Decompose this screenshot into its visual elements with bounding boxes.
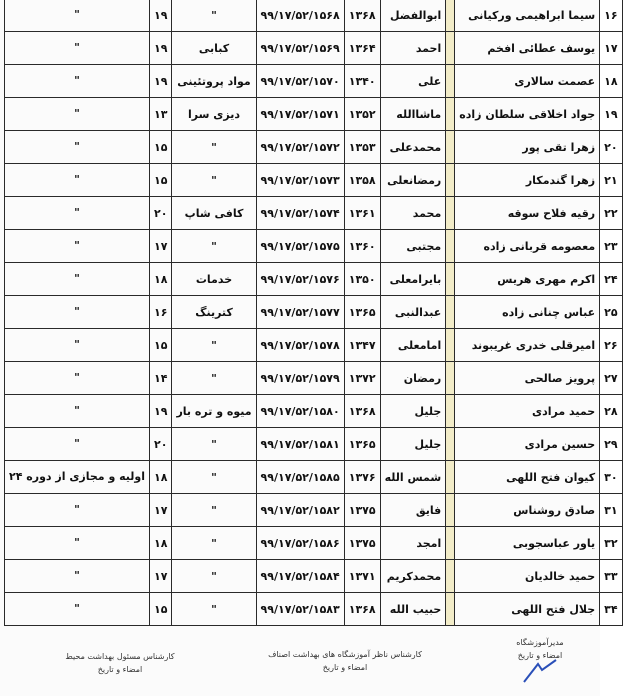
remark-cell: " [5, 395, 150, 428]
birth-year-cell: ۱۳۶۱ [344, 197, 380, 230]
course-number-cell: ۱۷ [150, 230, 172, 263]
course-number-cell: ۲۰ [150, 428, 172, 461]
course-number-cell: ۱۷ [150, 560, 172, 593]
birth-year-cell: ۱۳۷۵ [344, 527, 380, 560]
full-name-cell: جلال فتح اللهی [455, 593, 600, 626]
remark-cell: " [5, 98, 150, 131]
course-number-cell: ۱۹ [150, 65, 172, 98]
full-name-cell: پرویز صالحی [455, 362, 600, 395]
row-number-cell: ۱۸ [600, 65, 622, 98]
father-name-cell: ابوالفضل [380, 0, 446, 32]
course-number-cell: ۱۵ [150, 164, 172, 197]
occupation-cell: " [172, 362, 256, 395]
full-name-cell: رقیه فلاح سوقه [455, 197, 600, 230]
certificate-code-cell: ۹۹/۱۷/۵۲/۱۵۶۸ [256, 0, 344, 32]
highlighted-gap-cell [446, 263, 455, 296]
father-name-cell: جلیل [380, 428, 446, 461]
certificate-code-cell: ۹۹/۱۷/۵۲/۱۵۸۵ [256, 461, 344, 494]
row-number-cell: ۳۱ [600, 494, 622, 527]
certificate-code-cell: ۹۹/۱۷/۵۲/۱۵۸۴ [256, 560, 344, 593]
course-number-cell: ۱۸ [150, 527, 172, 560]
occupation-cell: " [172, 560, 256, 593]
highlighted-gap-cell [446, 329, 455, 362]
table-row [5, 197, 623, 230]
occupation-cell: " [172, 593, 256, 626]
row-number-cell: ۲۷ [600, 362, 622, 395]
full-name-cell: سیما ابراهیمی ورکیانی [455, 0, 600, 32]
birth-year-cell: ۱۳۶۵ [344, 296, 380, 329]
footer-right-sign: امضاء و تاریخ [517, 651, 563, 660]
birth-year-cell: ۱۳۶۰ [344, 230, 380, 263]
course-number-cell: ۱۶ [150, 296, 172, 329]
father-name-cell: شمس الله [380, 461, 446, 494]
occupation-cell: " [172, 0, 256, 32]
table-row [5, 461, 623, 494]
row-number-cell: ۱۶ [600, 0, 622, 32]
row-number-cell: ۱۷ [600, 32, 622, 65]
row-number-cell: ۲۳ [600, 230, 622, 263]
course-number-cell: ۱۳ [150, 98, 172, 131]
row-number-cell: ۳۴ [600, 593, 622, 626]
remark-cell: " [5, 263, 150, 296]
remark-cell: " [5, 560, 150, 593]
highlighted-gap-cell [446, 593, 455, 626]
row-number-cell: ۲۸ [600, 395, 622, 428]
birth-year-cell: ۱۳۵۸ [344, 164, 380, 197]
birth-year-cell: ۱۳۶۸ [344, 593, 380, 626]
highlighted-gap-cell [446, 527, 455, 560]
full-name-cell: زهرا تقی پور [455, 131, 600, 164]
certificate-code-cell: ۹۹/۱۷/۵۲/۱۵۶۹ [256, 32, 344, 65]
certificate-code-cell: ۹۹/۱۷/۵۲/۱۵۸۲ [256, 494, 344, 527]
father-name-cell: فایق [380, 494, 446, 527]
row-number-cell: ۳۲ [600, 527, 622, 560]
remark-cell: " [5, 197, 150, 230]
occupation-cell: " [172, 428, 256, 461]
table-row [5, 296, 623, 329]
highlighted-gap-cell [446, 164, 455, 197]
occupation-cell: " [172, 461, 256, 494]
certificate-code-cell: ۹۹/۱۷/۵۲/۱۵۷۹ [256, 362, 344, 395]
row-number-cell: ۲۲ [600, 197, 622, 230]
highlighted-gap-cell [446, 98, 455, 131]
row-number-cell: ۳۰ [600, 461, 622, 494]
table-row [5, 362, 623, 395]
birth-year-cell: ۱۳۵۲ [344, 98, 380, 131]
highlighted-gap-cell [446, 428, 455, 461]
remark-cell: " [5, 593, 150, 626]
remark-cell: " [5, 428, 150, 461]
stamp-stroke [524, 660, 556, 682]
full-name-cell: معصومه قربانی زاده [455, 230, 600, 263]
remark-cell: " [5, 230, 150, 263]
table-row [5, 527, 623, 560]
occupation-cell: " [172, 131, 256, 164]
occupation-cell: " [172, 164, 256, 197]
father-name-cell: علی [380, 65, 446, 98]
table-row [5, 263, 623, 296]
occupation-cell: مواد پروتئینی [172, 65, 256, 98]
highlighted-gap-cell [446, 230, 455, 263]
remark-cell: " [5, 494, 150, 527]
remark-cell: اولیه و مجازی از دوره ۲۴ [5, 461, 150, 494]
occupation-cell: کبابی [172, 32, 256, 65]
full-name-cell: امیرقلی خدری غریبوند [455, 329, 600, 362]
certificate-code-cell: ۹۹/۱۷/۵۲/۱۵۷۸ [256, 329, 344, 362]
footer-supervisor-signature [230, 648, 460, 674]
highlighted-gap-cell [446, 461, 455, 494]
course-number-cell: ۱۵ [150, 329, 172, 362]
remark-cell: " [5, 362, 150, 395]
certificate-code-cell: ۹۹/۱۷/۵۲/۱۵۸۰ [256, 395, 344, 428]
course-number-cell: ۱۹ [150, 32, 172, 65]
father-name-cell: رمضانعلی [380, 164, 446, 197]
row-number-cell: ۲۴ [600, 263, 622, 296]
highlighted-gap-cell [446, 494, 455, 527]
course-number-cell: ۱۸ [150, 263, 172, 296]
highlighted-gap-cell [446, 65, 455, 98]
birth-year-cell: ۱۳۷۵ [344, 494, 380, 527]
occupation-cell: " [172, 230, 256, 263]
birth-year-cell: ۱۳۴۰ [344, 65, 380, 98]
certificate-code-cell: ۹۹/۱۷/۵۲/۱۵۸۶ [256, 527, 344, 560]
certificate-code-cell: ۹۹/۱۷/۵۲/۱۵۷۶ [256, 263, 344, 296]
highlighted-gap-cell [446, 131, 455, 164]
trainee-roster-table [4, 0, 623, 626]
occupation-cell: " [172, 527, 256, 560]
table-row [5, 428, 623, 461]
occupation-cell: دیزی سرا [172, 98, 256, 131]
roster-body [5, 0, 623, 626]
highlighted-gap-cell [446, 560, 455, 593]
certificate-code-cell: ۹۹/۱۷/۵۲/۱۵۸۱ [256, 428, 344, 461]
birth-year-cell: ۱۳۷۲ [344, 362, 380, 395]
table-row [5, 98, 623, 131]
highlighted-gap-cell [446, 362, 455, 395]
occupation-cell: خدمات [172, 263, 256, 296]
footer-mid-title: کارشناس ناظر آموزشگاه های بهداشت اصناف [268, 650, 422, 659]
father-name-cell: حبیب الله [380, 593, 446, 626]
row-number-cell: ۲۱ [600, 164, 622, 197]
table-row [5, 0, 623, 32]
table-row [5, 164, 623, 197]
highlighted-gap-cell [446, 32, 455, 65]
birth-year-cell: ۱۳۵۳ [344, 131, 380, 164]
footer-right-title: مدیرآموزشگاه [516, 638, 564, 647]
father-name-cell: محمدکریم [380, 560, 446, 593]
father-name-cell: محمدعلی [380, 131, 446, 164]
row-number-cell: ۳۳ [600, 560, 622, 593]
course-number-cell: ۱۹ [150, 395, 172, 428]
course-number-cell: ۱۵ [150, 131, 172, 164]
table-row [5, 131, 623, 164]
remark-cell: " [5, 164, 150, 197]
footer-environmental-health-signature [40, 650, 200, 676]
table-row [5, 395, 623, 428]
table-row [5, 560, 623, 593]
table-row [5, 593, 623, 626]
blue-stamp-mark [520, 656, 560, 686]
row-number-cell: ۲۶ [600, 329, 622, 362]
certificate-code-cell: ۹۹/۱۷/۵۲/۱۵۷۰ [256, 65, 344, 98]
full-name-cell: حمید خالدیان [455, 560, 600, 593]
occupation-cell: کترینگ [172, 296, 256, 329]
table-row [5, 32, 623, 65]
course-number-cell: ۱۵ [150, 593, 172, 626]
full-name-cell: یوسف عطائی افخم [455, 32, 600, 65]
full-name-cell: حمید مرادی [455, 395, 600, 428]
father-name-cell: مجتبی [380, 230, 446, 263]
full-name-cell: حسین مرادی [455, 428, 600, 461]
row-number-cell: ۲۹ [600, 428, 622, 461]
full-name-cell: اکرم مهری هریس [455, 263, 600, 296]
course-number-cell: ۱۸ [150, 461, 172, 494]
birth-year-cell: ۱۳۷۶ [344, 461, 380, 494]
certificate-code-cell: ۹۹/۱۷/۵۲/۱۵۷۲ [256, 131, 344, 164]
highlighted-gap-cell [446, 296, 455, 329]
footer-left-sign: امضاء و تاریخ [97, 665, 143, 674]
course-number-cell: ۱۴ [150, 362, 172, 395]
father-name-cell: امامعلی [380, 329, 446, 362]
birth-year-cell: ۱۳۶۸ [344, 0, 380, 32]
birth-year-cell: ۱۳۶۴ [344, 32, 380, 65]
full-name-cell: جواد اخلاقی سلطان زاده [455, 98, 600, 131]
birth-year-cell: ۱۳۷۱ [344, 560, 380, 593]
occupation-cell: " [172, 494, 256, 527]
full-name-cell: کیوان فتح اللهی [455, 461, 600, 494]
birth-year-cell: ۱۳۶۵ [344, 428, 380, 461]
table-row [5, 65, 623, 98]
highlighted-gap-cell [446, 197, 455, 230]
row-number-cell: ۲۵ [600, 296, 622, 329]
certificate-code-cell: ۹۹/۱۷/۵۲/۱۵۷۴ [256, 197, 344, 230]
occupation-cell: کافی شاپ [172, 197, 256, 230]
remark-cell: " [5, 527, 150, 560]
birth-year-cell: ۱۳۶۸ [344, 395, 380, 428]
father-name-cell: ماشاالله [380, 98, 446, 131]
occupation-cell: میوه و تره بار [172, 395, 256, 428]
father-name-cell: رمضان [380, 362, 446, 395]
father-name-cell: محمد [380, 197, 446, 230]
full-name-cell: صادق روشناس [455, 494, 600, 527]
certificate-code-cell: ۹۹/۱۷/۵۲/۱۵۷۱ [256, 98, 344, 131]
course-number-cell: ۲۰ [150, 197, 172, 230]
remark-cell: " [5, 32, 150, 65]
certificate-code-cell: ۹۹/۱۷/۵۲/۱۵۷۳ [256, 164, 344, 197]
full-name-cell: عصمت سالاری [455, 65, 600, 98]
course-number-cell: ۱۹ [150, 0, 172, 32]
remark-cell: " [5, 65, 150, 98]
row-number-cell: ۱۹ [600, 98, 622, 131]
father-name-cell: عبدالنبی [380, 296, 446, 329]
full-name-cell: زهرا گندمکار [455, 164, 600, 197]
birth-year-cell: ۱۳۴۷ [344, 329, 380, 362]
highlighted-gap-cell [446, 0, 455, 32]
father-name-cell: جلیل [380, 395, 446, 428]
remark-cell: " [5, 329, 150, 362]
certificate-code-cell: ۹۹/۱۷/۵۲/۱۵۷۷ [256, 296, 344, 329]
highlighted-gap-cell [446, 395, 455, 428]
certificate-code-cell: ۹۹/۱۷/۵۲/۱۵۷۵ [256, 230, 344, 263]
father-name-cell: امجد [380, 527, 446, 560]
occupation-cell: " [172, 329, 256, 362]
birth-year-cell: ۱۳۵۰ [344, 263, 380, 296]
footer-mid-sign: امضاء و تاریخ [322, 663, 368, 672]
remark-cell: " [5, 296, 150, 329]
remark-cell: " [5, 131, 150, 164]
father-name-cell: بایرامعلی [380, 263, 446, 296]
remark-cell: " [5, 0, 150, 32]
full-name-cell: عباس چنانی زاده [455, 296, 600, 329]
footer-left-title: کارشناس مسئول بهداشت محیط [65, 652, 175, 661]
row-number-cell: ۲۰ [600, 131, 622, 164]
certificate-code-cell: ۹۹/۱۷/۵۲/۱۵۸۳ [256, 593, 344, 626]
father-name-cell: احمد [380, 32, 446, 65]
course-number-cell: ۱۷ [150, 494, 172, 527]
table-row [5, 494, 623, 527]
full-name-cell: یاور عباسجوبی [455, 527, 600, 560]
table-row [5, 329, 623, 362]
table-row [5, 230, 623, 263]
